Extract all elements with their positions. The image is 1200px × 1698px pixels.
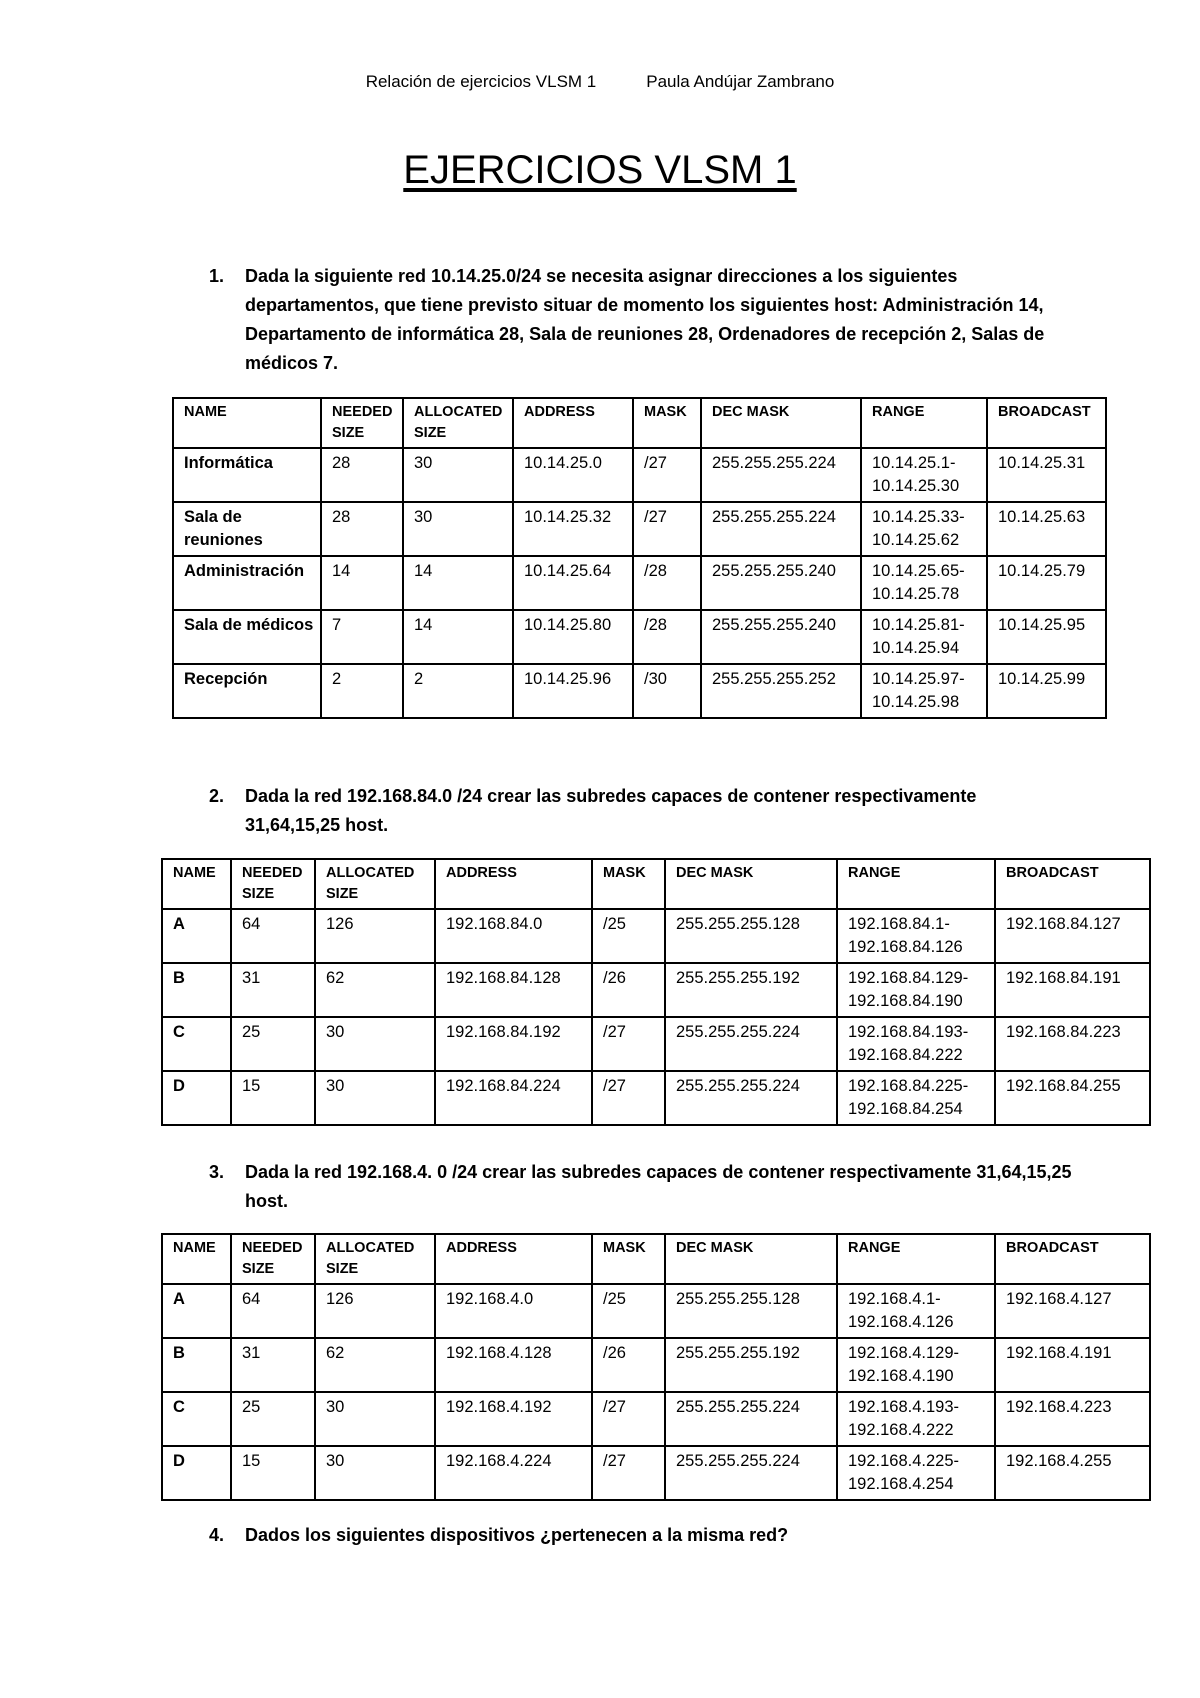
table-cell: 192.168.84.129- 192.168.84.190 xyxy=(837,963,995,1017)
table-cell: 30 xyxy=(315,1392,435,1446)
table-cell: 15 xyxy=(231,1071,315,1125)
table-row xyxy=(162,963,1150,1017)
table-cell: 126 xyxy=(315,1284,435,1338)
column-header: RANGE xyxy=(861,398,987,448)
table-cell: 192.168.4.225- 192.168.4.254 xyxy=(837,1446,995,1500)
column-header: MASK xyxy=(592,859,665,909)
table-cell: /25 xyxy=(592,909,665,963)
table-header-row xyxy=(162,859,1150,909)
table-cell: /28 xyxy=(633,556,701,610)
row-name-cell: Sala de reuniones xyxy=(173,502,321,556)
row-name-cell: B xyxy=(162,963,231,1017)
table-cell: 192.168.4.255 xyxy=(995,1446,1150,1500)
table-cell: 192.168.4.193- 192.168.4.222 xyxy=(837,1392,995,1446)
table-cell: 10.14.25.0 xyxy=(513,448,633,502)
table-cell: 255.255.255.224 xyxy=(665,1446,837,1500)
column-header: BROADCAST xyxy=(995,859,1150,909)
table-cell: 30 xyxy=(315,1017,435,1071)
table-cell: 255.255.255.240 xyxy=(701,610,861,664)
table-cell: 192.168.4.128 xyxy=(435,1338,592,1392)
table-cell: /27 xyxy=(592,1071,665,1125)
table-cell: 255.255.255.224 xyxy=(665,1392,837,1446)
table-cell: 255.255.255.240 xyxy=(701,556,861,610)
table-cell: 2 xyxy=(403,664,513,718)
table-cell: 10.14.25.80 xyxy=(513,610,633,664)
header-right: Paula Andújar Zambrano xyxy=(646,72,835,91)
page-title: EJERCICIOS VLSM 1 xyxy=(403,148,797,192)
column-header: DEC MASK xyxy=(665,1234,837,1284)
table-cell: 255.255.255.192 xyxy=(665,1338,837,1392)
table-cell: 10.14.25.97- 10.14.25.98 xyxy=(861,664,987,718)
question-text: Dada la red 192.168.4. 0 /24 crear las subredes capaces de contener respectivamente 31,64,15,25 host. xyxy=(245,1162,1072,1211)
question-number: 3. xyxy=(209,1162,225,1182)
column-header: ALLOCATED SIZE xyxy=(315,859,435,909)
row-name-cell: A xyxy=(162,909,231,963)
column-header: DEC MASK xyxy=(665,859,837,909)
question-text: Dados los siguientes dispositivos ¿pertenecen a la misma red? xyxy=(245,1525,789,1545)
table-row xyxy=(162,1338,1150,1392)
table-cell: 192.168.84.191 xyxy=(995,963,1150,1017)
table-cell: 30 xyxy=(315,1446,435,1500)
table-row xyxy=(173,556,1106,610)
row-name-cell: Administración xyxy=(173,556,321,610)
question-number: 4. xyxy=(209,1525,225,1545)
table-cell: /26 xyxy=(592,1338,665,1392)
question-text: Dada la siguiente red 10.14.25.0/24 se necesita asignar direcciones a los siguientes departamentos, que tiene previsto situar de momento los siguientes host: Administración 14, Departamento de informática 28, Sala de reuniones 28, Ordenadores de recepción 2, Salas de médicos 7. xyxy=(245,266,1045,373)
column-header: ADDRESS xyxy=(435,859,592,909)
table-cell: 30 xyxy=(403,502,513,556)
table-cell: 28 xyxy=(321,502,403,556)
table-cell: 192.168.84.127 xyxy=(995,909,1150,963)
table-cell: /30 xyxy=(633,664,701,718)
question-3 xyxy=(209,1158,1085,1216)
column-header: ADDRESS xyxy=(513,398,633,448)
table-cell: 192.168.84.224 xyxy=(435,1071,592,1125)
table-header-row xyxy=(173,398,1106,448)
table-cell: 14 xyxy=(321,556,403,610)
column-header: RANGE xyxy=(837,1234,995,1284)
table-cell: 255.255.255.128 xyxy=(665,1284,837,1338)
table-cell: 192.168.4.223 xyxy=(995,1392,1150,1446)
table-cell: 192.168.4.127 xyxy=(995,1284,1150,1338)
column-header: MASK xyxy=(592,1234,665,1284)
table-cell: 10.14.25.63 xyxy=(987,502,1106,556)
table-cell: 14 xyxy=(403,556,513,610)
table-row xyxy=(173,610,1106,664)
row-name-cell: D xyxy=(162,1446,231,1500)
table-cell: /27 xyxy=(592,1446,665,1500)
table-cell: 192.168.84.128 xyxy=(435,963,592,1017)
table-cell: 192.168.84.193- 192.168.84.222 xyxy=(837,1017,995,1071)
subnet-table-2 xyxy=(161,858,1151,1126)
column-header: NAME xyxy=(162,1234,231,1284)
table-cell: /27 xyxy=(592,1017,665,1071)
table-row xyxy=(162,1392,1150,1446)
table-cell: 25 xyxy=(231,1017,315,1071)
header-left: Relación de ejercicios VLSM 1 xyxy=(365,72,597,91)
question-number: 1. xyxy=(209,266,225,286)
table-cell: 255.255.255.224 xyxy=(665,1071,837,1125)
table-cell: 64 xyxy=(231,1284,315,1338)
table-cell: 10.14.25.95 xyxy=(987,610,1106,664)
table-cell: 10.14.25.79 xyxy=(987,556,1106,610)
row-name-cell: D xyxy=(162,1071,231,1125)
row-name-cell: C xyxy=(162,1017,231,1071)
question-2 xyxy=(209,782,1045,840)
table-cell: 62 xyxy=(315,1338,435,1392)
table-cell: 10.14.25.99 xyxy=(987,664,1106,718)
column-header: NEEDED SIZE xyxy=(231,1234,315,1284)
table-cell: 10.14.25.65- 10.14.25.78 xyxy=(861,556,987,610)
table-row xyxy=(173,664,1106,718)
table-row xyxy=(173,448,1106,502)
row-name-cell: A xyxy=(162,1284,231,1338)
table-cell: 64 xyxy=(231,909,315,963)
table-cell: 255.255.255.224 xyxy=(701,502,861,556)
table-cell: 10.14.25.33- 10.14.25.62 xyxy=(861,502,987,556)
table-cell: 192.168.84.255 xyxy=(995,1071,1150,1125)
question-4 xyxy=(209,1521,1045,1550)
table-row xyxy=(162,909,1150,963)
table-cell: 7 xyxy=(321,610,403,664)
table-row xyxy=(173,502,1106,556)
column-header: NEEDED SIZE xyxy=(321,398,403,448)
column-header: MASK xyxy=(633,398,701,448)
column-header: BROADCAST xyxy=(995,1234,1150,1284)
table-cell: 126 xyxy=(315,909,435,963)
table-cell: 30 xyxy=(315,1071,435,1125)
table-cell: /27 xyxy=(633,502,701,556)
question-1 xyxy=(209,262,1045,378)
table-cell: /25 xyxy=(592,1284,665,1338)
table-cell: 10.14.25.64 xyxy=(513,556,633,610)
table-cell: /27 xyxy=(633,448,701,502)
table-cell: 14 xyxy=(403,610,513,664)
table-row xyxy=(162,1071,1150,1125)
table-cell: 10.14.25.1- 10.14.25.30 xyxy=(861,448,987,502)
column-header: BROADCAST xyxy=(987,398,1106,448)
table-cell: 10.14.25.96 xyxy=(513,664,633,718)
column-header: RANGE xyxy=(837,859,995,909)
table-cell: 62 xyxy=(315,963,435,1017)
table-cell: /26 xyxy=(592,963,665,1017)
column-header: NAME xyxy=(162,859,231,909)
table-cell: 10.14.25.32 xyxy=(513,502,633,556)
question-number: 2. xyxy=(209,786,225,806)
table-cell: 255.255.255.252 xyxy=(701,664,861,718)
table-cell: 192.168.4.129- 192.168.4.190 xyxy=(837,1338,995,1392)
table-cell: 30 xyxy=(403,448,513,502)
page-header xyxy=(0,72,1200,92)
table-cell: 25 xyxy=(231,1392,315,1446)
column-header: DEC MASK xyxy=(701,398,861,448)
table-cell: 192.168.84.1- 192.168.84.126 xyxy=(837,909,995,963)
row-name-cell: Sala de médicos xyxy=(173,610,321,664)
table-cell: 192.168.4.0 xyxy=(435,1284,592,1338)
table-cell: /27 xyxy=(592,1392,665,1446)
table-cell: 15 xyxy=(231,1446,315,1500)
table-row xyxy=(162,1446,1150,1500)
table-header-row xyxy=(162,1234,1150,1284)
table-row xyxy=(162,1284,1150,1338)
row-name-cell: Informática xyxy=(173,448,321,502)
table-cell: 192.168.4.224 xyxy=(435,1446,592,1500)
table-cell: 255.255.255.128 xyxy=(665,909,837,963)
subnet-table-1 xyxy=(172,397,1107,719)
question-text: Dada la red 192.168.84.0 /24 crear las subredes capaces de contener respectivamente 31,64,15,25 host. xyxy=(245,786,977,835)
table-cell: 31 xyxy=(231,963,315,1017)
row-name-cell: Recepción xyxy=(173,664,321,718)
table-cell: 255.255.255.192 xyxy=(665,963,837,1017)
table-cell: 2 xyxy=(321,664,403,718)
table-cell: 192.168.84.0 xyxy=(435,909,592,963)
table-cell: 10.14.25.31 xyxy=(987,448,1106,502)
column-header: ADDRESS xyxy=(435,1234,592,1284)
table-cell: 255.255.255.224 xyxy=(665,1017,837,1071)
table-cell: 192.168.4.1- 192.168.4.126 xyxy=(837,1284,995,1338)
row-name-cell: B xyxy=(162,1338,231,1392)
table-cell: 192.168.84.225- 192.168.84.254 xyxy=(837,1071,995,1125)
table-cell: 192.168.84.223 xyxy=(995,1017,1150,1071)
column-header: ALLOCATED SIZE xyxy=(315,1234,435,1284)
table-cell: 31 xyxy=(231,1338,315,1392)
subnet-table-3 xyxy=(161,1233,1151,1501)
column-header: NAME xyxy=(173,398,321,448)
table-cell: 192.168.4.191 xyxy=(995,1338,1150,1392)
table-cell: 192.168.84.192 xyxy=(435,1017,592,1071)
table-cell: 28 xyxy=(321,448,403,502)
table-cell: 10.14.25.81- 10.14.25.94 xyxy=(861,610,987,664)
row-name-cell: C xyxy=(162,1392,231,1446)
table-row xyxy=(162,1017,1150,1071)
table-cell: /28 xyxy=(633,610,701,664)
column-header: ALLOCATED SIZE xyxy=(403,398,513,448)
table-cell: 192.168.4.192 xyxy=(435,1392,592,1446)
column-header: NEEDED SIZE xyxy=(231,859,315,909)
table-cell: 255.255.255.224 xyxy=(701,448,861,502)
